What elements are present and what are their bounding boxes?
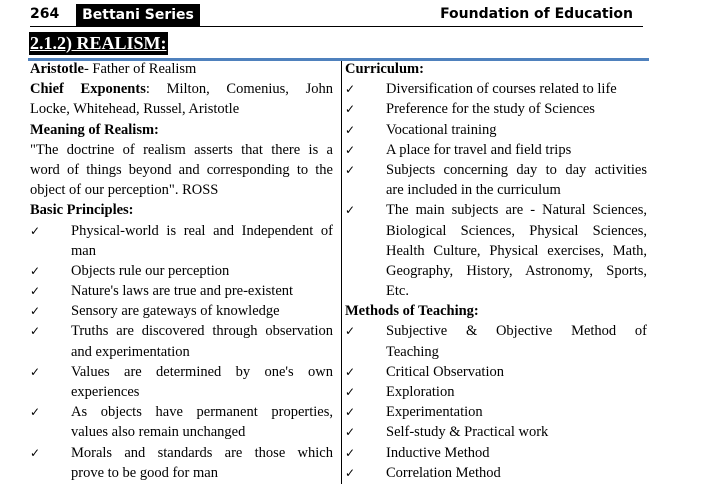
father-label: Aristotle [30, 61, 84, 77]
check-mark-icon: ✓ [345, 122, 356, 137]
list-item-text: and experimentation [71, 343, 190, 360]
check-mark-icon: ✓ [30, 284, 41, 299]
list-item [345, 140, 647, 160]
list-item [30, 261, 333, 281]
list-item [345, 79, 647, 99]
father-text: - Father of Realism [83, 61, 197, 77]
right-column [345, 59, 647, 483]
page-number: 264 [30, 6, 60, 22]
list-item [345, 422, 647, 442]
meaning-line: word of things beyond and corresponding to the [30, 161, 333, 178]
exponents-line-2: Locke, Whitehead, Russel, Aristotle [30, 101, 240, 118]
list-item-text: Physical-world is real and Independent of [71, 222, 333, 239]
list-item-text: Etc. [386, 283, 409, 300]
principles-list [30, 221, 333, 483]
list-item [345, 382, 647, 402]
check-mark-icon: ✓ [30, 304, 41, 319]
exponents-label: Chief Exponents [30, 81, 146, 98]
list-item-text: Exploration [386, 384, 455, 400]
check-mark-icon: ✓ [30, 263, 41, 278]
list-item [30, 221, 333, 261]
list-item [345, 362, 647, 382]
list-item-text: Critical Observation [386, 363, 504, 380]
check-mark-icon: ✓ [345, 445, 356, 460]
curriculum-list [345, 79, 647, 301]
list-item-text: Objects rule our perception [71, 262, 230, 279]
list-item-text: Preference for the study of Sciences [386, 101, 595, 118]
list-item [345, 402, 647, 422]
list-item-text: are included in the curriculum [386, 182, 561, 199]
meaning-line: "The doctrine of realism asserts that there is a [30, 141, 333, 158]
series-label: Bettani Series [76, 4, 200, 26]
list-item-text: As objects have permanent properties, [71, 404, 333, 421]
check-mark-icon: ✓ [345, 324, 356, 339]
list-item [345, 160, 647, 200]
father-line [30, 59, 333, 79]
check-mark-icon: ✓ [345, 425, 356, 440]
check-mark-icon: ✓ [345, 102, 356, 117]
list-item [345, 443, 647, 463]
list-item [30, 402, 333, 442]
list-item-text: Geography, History, Astronomy, Sports, [386, 262, 647, 279]
check-mark-icon: ✓ [345, 364, 356, 379]
meaning-heading: Meaning of Realism: [30, 121, 159, 138]
list-item-text: Teaching [386, 343, 439, 360]
list-item-text: values also remain unchanged [71, 424, 246, 441]
section-title: 2.1.2) REALISM: [30, 33, 167, 53]
curriculum-heading: Curriculum: [345, 61, 424, 77]
list-item-text: The main subjects are - Natural Sciences, [386, 202, 647, 219]
exponents-line [30, 79, 333, 99]
list-item-text: Values are determined by one's own [71, 363, 333, 380]
list-item [345, 120, 647, 140]
list-item [345, 200, 647, 301]
list-item [345, 321, 647, 361]
left-column [30, 59, 333, 483]
check-mark-icon: ✓ [345, 405, 356, 420]
check-mark-icon: ✓ [345, 82, 356, 97]
list-item-text: Sensory are gateways of knowledge [71, 303, 280, 320]
list-item-text: Health Culture, Physical exercises, Math, [386, 242, 647, 259]
list-item-text: Correlation Method [386, 464, 501, 481]
check-mark-icon: ✓ [30, 324, 41, 339]
column-divider [341, 61, 342, 484]
list-item [30, 362, 333, 402]
check-mark-icon: ✓ [345, 142, 356, 157]
methods-heading: Methods of Teaching: [345, 303, 479, 320]
exponents-text: : Milton, Comenius, John [145, 81, 333, 98]
methods-list [345, 321, 647, 483]
list-item [30, 281, 333, 301]
check-mark-icon: ✓ [30, 405, 41, 420]
list-item-text: Morals and standards are those which [71, 444, 333, 461]
check-mark-icon: ✓ [345, 385, 356, 399]
list-item-text: Inductive Method [386, 444, 490, 461]
list-item [30, 301, 333, 321]
list-item-text: Vocational training [386, 121, 497, 138]
check-mark-icon: ✓ [30, 364, 41, 379]
check-mark-icon: ✓ [345, 203, 356, 218]
list-item [30, 443, 333, 483]
list-item-text: man [71, 242, 96, 259]
principles-heading: Basic Principles: [30, 202, 134, 219]
list-item-text: experiences [71, 384, 140, 400]
page-header [30, 4, 643, 27]
list-item-text: Self-study & Practical work [386, 424, 549, 441]
check-mark-icon: ✓ [30, 223, 41, 238]
list-item [345, 99, 647, 119]
list-item-text: prove to be good for man [71, 464, 218, 481]
list-item-text: Diversification of courses related to life [386, 81, 617, 98]
list-item [30, 321, 333, 361]
list-item-text: Subjects concerning day to day activities [386, 161, 647, 178]
meaning-line: object of our perception". ROSS [30, 182, 219, 199]
check-mark-icon: ✓ [345, 162, 356, 177]
list-item-text: Biological Sciences, Physical Sciences, [386, 222, 647, 239]
check-mark-icon: ✓ [345, 465, 356, 480]
check-mark-icon: ✓ [30, 445, 41, 460]
book-title: Foundation of Education [440, 6, 633, 22]
list-item-text: Nature's laws are true and pre-existent [71, 283, 294, 300]
list-item-text: A place for travel and field trips [386, 141, 572, 158]
list-item-text: Experimentation [386, 404, 483, 421]
list-item-text: Truths are discovered through observation [71, 323, 333, 340]
list-item-text: Subjective & Objective Method of [386, 323, 647, 340]
list-item [345, 463, 647, 483]
